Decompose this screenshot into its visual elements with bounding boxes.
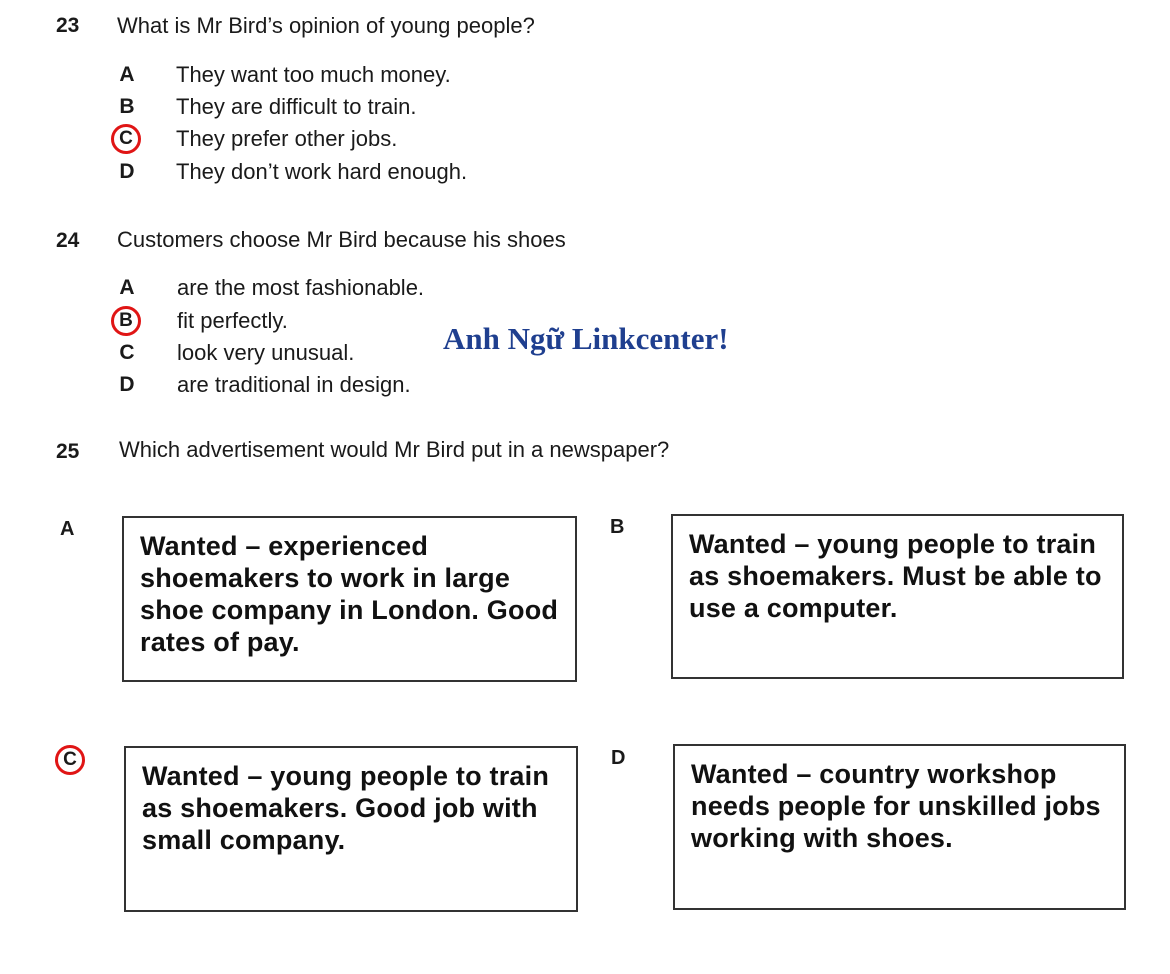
- option-text[interactable]: They don’t work hard enough.: [176, 159, 468, 184]
- ad-box[interactable]: [124, 746, 578, 912]
- ad-text: Wanted – experienced shoemakers to work in large shoe company in London. Good rates of pay.: [140, 531, 559, 657]
- ad-text: Wanted – country workshop needs people for unskilled jobs working with shoes.: [691, 759, 1101, 853]
- option-letter[interactable]: B: [119, 95, 135, 118]
- option-text[interactable]: They are difficult to train.: [176, 94, 417, 119]
- option-text[interactable]: They want too much money.: [176, 62, 451, 87]
- question-text: Which advertisement would Mr Bird put in a newspaper?: [119, 437, 670, 462]
- question-number: 24: [56, 229, 80, 252]
- selected-answer-circle[interactable]: C: [55, 745, 85, 775]
- ad-letter[interactable]: B: [610, 516, 625, 538]
- question-number: 23: [56, 14, 80, 37]
- question-number: 25: [56, 440, 80, 463]
- ad-box[interactable]: [671, 514, 1124, 679]
- option-text[interactable]: They prefer other jobs.: [176, 126, 398, 151]
- ad-letter[interactable]: A: [60, 518, 75, 540]
- ad-text: Wanted – young people to train as shoemakers. Must be able to use a computer.: [689, 529, 1102, 623]
- selected-answer-circle[interactable]: C: [111, 124, 141, 154]
- question-text: Customers choose Mr Bird because his shoes: [117, 227, 566, 252]
- ad-text: Wanted – young people to train as shoemakers. Good job with small company.: [142, 761, 550, 855]
- option-letter[interactable]: A: [119, 276, 135, 299]
- option-text[interactable]: look very unusual.: [177, 340, 355, 365]
- ad-letter[interactable]: D: [611, 747, 626, 769]
- option-letter[interactable]: D: [119, 160, 135, 183]
- option-letter[interactable]: D: [119, 373, 135, 396]
- option-letter[interactable]: C: [119, 341, 135, 364]
- question-text: What is Mr Bird’s opinion of young people?: [117, 13, 535, 38]
- option-text[interactable]: are the most fashionable.: [177, 275, 425, 300]
- option-text[interactable]: fit perfectly.: [177, 308, 288, 333]
- watermark-text: Anh Ngữ Linkcenter!: [443, 321, 729, 356]
- ad-box[interactable]: [673, 744, 1126, 910]
- selected-answer-circle[interactable]: B: [111, 306, 141, 336]
- ad-box[interactable]: [122, 516, 577, 682]
- option-letter[interactable]: A: [119, 63, 135, 86]
- option-text[interactable]: are traditional in design.: [177, 372, 411, 397]
